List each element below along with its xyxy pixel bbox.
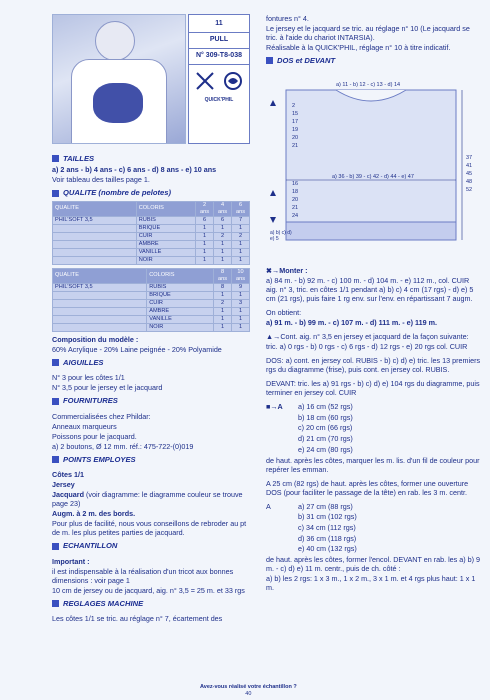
- a-item: e) 24 cm (80 rgs): [298, 444, 353, 454]
- points-title: POINTS EMPLOYES: [52, 455, 250, 464]
- needles-icon: [195, 71, 215, 91]
- b-item: e) 40 cm (132 rgs): [298, 544, 357, 554]
- points-jersey: Jersey: [52, 480, 75, 490]
- machine-icon: [223, 71, 243, 91]
- b-item: c) 34 cm (112 rgs): [298, 523, 356, 533]
- b-after2: a) b) les 2 rgs: 1 x 3 m., 1 x 2 m., 3 x 1 m. et 4 rgs plus haut: 1 x 1 m.: [266, 574, 476, 593]
- yarn-table-2: QUALITE COLORIS 8 ans 10 ans PHIL'SOFT 3,5 RUBIS 8 9 BRIQUE 1 1 CUIR 2 3 AMBRE 1 1 VANILLE 1 1 NOIR 1 1: [52, 268, 250, 332]
- fournitures-line: Anneaux marqueurs: [52, 421, 117, 431]
- square-bullet-icon: [52, 190, 59, 197]
- model-photo: [52, 14, 186, 144]
- a-marker: ■→A: [266, 402, 283, 411]
- qualite-title: QUALITE (nombre de pelotes): [52, 188, 250, 197]
- b-block: [266, 502, 482, 556]
- cont-text: ▲→Cont. aig. n° 3,5 en jersey et jacquard de la façon suivante:: [266, 332, 469, 341]
- left-numbers: 2 15 17 19 20 21: [292, 103, 299, 149]
- quickphil-label: QUICK'PHIL: [204, 97, 234, 103]
- montage-title: ✖→Monter :: [266, 266, 308, 275]
- aiguilles-line2: N° 3,5 pour le jersey et le jacquard: [52, 383, 163, 393]
- b-item: d) 36 cm (118 rgs): [298, 533, 357, 543]
- obtient-text: a) 91 m. - b) 99 m. - c) 107 m. - d) 111 m. - e) 119 m.: [266, 318, 437, 327]
- arrow-right-icon: ■→: [266, 402, 278, 411]
- arrow-up-right-icon: ▲→: [266, 332, 281, 341]
- reglages-title: REGLAGES MACHINE: [52, 599, 250, 608]
- a-item: a) 16 cm (52 rgs): [298, 402, 353, 411]
- a-item: b) 18 cm (60 rgs): [298, 412, 353, 422]
- bottom-numbers: 16 18 20 21 24: [292, 181, 299, 219]
- pattern-number: 11: [189, 15, 249, 33]
- right-numbers: 37 41 45 48 52: [466, 155, 473, 193]
- obtient-title: On obtient:: [266, 308, 302, 317]
- cont2-text: tric. a) 0 rgs - b) 0 rgs - c) 6 rgs - d) 12 rgs - e) 20 rgs col. CUIR: [266, 342, 468, 351]
- yarn-table-1: QUALITE COLORIS 2 ans 4 ans 6 ans PHIL'SOFT 3,5 RUBIS 6 6 7 BRIQUE 1 1 1 CUIR 1 2 2 AMBRE 1 1 1 VANILLE 1 1 1 NOIR 1 1 1: [52, 201, 250, 265]
- footer: [200, 684, 297, 698]
- echantillon-line: 10 cm de jersey ou de jacquard, aig. n° 3,5 = 25 m. et 33 rgs: [52, 585, 245, 595]
- page-number: 40: [245, 690, 252, 697]
- square-bullet-icon: [52, 359, 59, 366]
- diagram-top-label: a) 11 - b) 12 - c) 13 - d) 14: [336, 82, 401, 88]
- b-marker: A: [266, 501, 271, 511]
- tailles-title: TAILLES: [52, 154, 250, 163]
- info-box: [188, 14, 250, 144]
- arrow-down-icon: [270, 217, 276, 223]
- b-item: a) 27 cm (88 rgs): [298, 501, 353, 511]
- echantillon-line: il est indispensable à la réalisation d'un tricot aux bonnes dimensions : voir page 1: [52, 566, 234, 585]
- points-cotes: Côtes 1/1: [52, 470, 84, 480]
- tailles-note: Voir tableau des tailles page 1.: [52, 175, 150, 185]
- arrow-right-icon: ✖→: [266, 266, 280, 275]
- intro-1: fontures n° 4.: [266, 14, 309, 23]
- a-item: c) 20 cm (66 rgs): [298, 423, 353, 433]
- a-item: d) 21 cm (70 rgs): [298, 434, 353, 444]
- pattern-ref: N° 309-T8-038: [189, 49, 249, 65]
- tailles-sizes: a) 2 ans - b) 4 ans - c) 6 ans - d) 8 ans - e) 10 ans: [52, 165, 217, 175]
- square-bullet-icon: [52, 398, 59, 405]
- square-bullet-icon: [266, 57, 273, 64]
- intro-3: Réalisable à la QUICK'PHIL, réglage n° 10 à titre indicatif.: [266, 43, 451, 52]
- devant-text: DEVANT: tric. les a) 91 rgs - b) c) d) e) 104 rgs du diagramme, puis terminer en jersey col. CUIR: [266, 379, 480, 397]
- montage-text: a) 84 m. - b) 92 m. - c) 100 m. - d) 104 m. - e) 112 m., col. CUIR aig. n° 3, tric. en côtes 1/1 pendant a) b) c) 4 cm (17 rgs) - d) e) 5 cm (21 rgs), puis faire 1 rg env. sur l'env. en répartissant 7 augm.: [266, 276, 474, 303]
- care-icons: [189, 65, 249, 97]
- arrow-up-icon: [270, 190, 276, 196]
- square-bullet-icon: [52, 456, 59, 463]
- echantillon-title: ECHANTILLON: [52, 541, 250, 550]
- b-item: b) 31 cm (102 rgs): [298, 512, 357, 522]
- dos-devant-diagram: [266, 82, 482, 262]
- a-block: [266, 402, 482, 456]
- dos-text: DOS: a) cont. en jersey col. RUBIS - b) c) d) e) tric. les 13 premiers rgs du diagramme (frise), puis cont. en jersey col. RUBIS.: [266, 356, 481, 374]
- composition-title: Composition du modèle :: [52, 334, 139, 344]
- child-head: [95, 21, 135, 61]
- reglages-text: Les côtes 1/1 se tric. au réglage n° 7, écartement des: [52, 614, 223, 624]
- fournitures-line: Commercialisées chez Phildar:: [52, 411, 151, 421]
- fournitures-title: FOURNITURES: [52, 396, 250, 405]
- square-bullet-icon: [52, 543, 59, 550]
- lion-motif: [93, 83, 143, 123]
- b-after: de haut. après les côtes, former l'encol. DEVANT en rab. les a) b) 9 m. - c) d) e) 11 m. centr., puis de ch. côté :: [266, 555, 481, 574]
- aiguilles-line1: N° 3 pour les côtes 1/1: [52, 373, 125, 383]
- a25-text: A 25 cm (82 rgs) de haut. après les côtes, former une ouverture DOS (pour faciliter le passage de la tête) en rab. les 3 m. centr.: [266, 478, 469, 497]
- square-bullet-icon: [52, 600, 59, 607]
- arrow-up-icon: [270, 100, 276, 106]
- a-after: de haut. après les côtes, marquer les m. lis. d'un fil de couleur pour repérer les emman.: [266, 455, 480, 474]
- points-augm-text: Pour plus de facilité, nous vous conseillons de rebroder au pt de m. les plus petites parties de jacquard.: [52, 519, 247, 538]
- composition-text: 60% Acrylique - 20% Laine peignée - 20% Polyamide: [52, 344, 222, 354]
- footer-question: Avez-vous réalisé votre échantillon ?: [200, 684, 297, 690]
- aiguilles-title: AIGUILLES: [52, 358, 250, 367]
- dos-title: DOS et DEVANT: [266, 56, 482, 65]
- echantillon-important: Important :: [52, 556, 90, 566]
- diagram-width-label: a) 36 - b) 39 - c) 42 - d) 44 - e) 47: [332, 174, 414, 180]
- points-jacquard: Jacquard (voir diagramme: le diagramme couleur se trouve page 23): [52, 490, 243, 509]
- diagram-base-label: a) b) c) d) e) 5: [270, 230, 292, 243]
- points-augm: Augm. à 2 m. des bords.: [52, 509, 136, 519]
- pattern-name: PULL: [189, 33, 249, 49]
- schematic: [266, 82, 482, 258]
- fournitures-line: a) 2 boutons, Ø 12 mm. réf.: 475-722-(0)019: [52, 441, 194, 451]
- fournitures-line: Poissons pour le jacquard.: [52, 431, 137, 441]
- square-bullet-icon: [52, 155, 59, 162]
- intro-2: Le jersey et le jacquard se tric. au réglage n° 10 (Le jacquard se tric. à l'aide du chariot INTARSIA).: [266, 24, 470, 42]
